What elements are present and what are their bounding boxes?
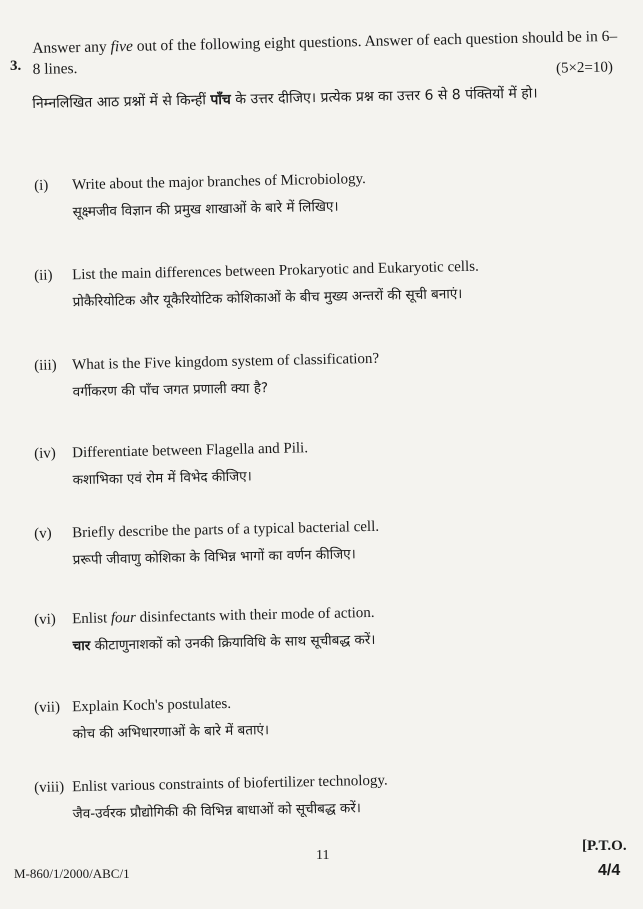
- question-text-hi: वर्गीकरण की पाँच जगत प्रणाली क्या है?: [72, 380, 269, 401]
- page-number: 11: [316, 848, 330, 863]
- question-number: 3.: [10, 58, 22, 74]
- question-text-en: Briefly describe the parts of a typical bacterial cell.: [71, 518, 380, 542]
- question-label: (v): [34, 525, 52, 542]
- question-text-hi: सूक्ष्मजीव विज्ञान की प्रमुख शाखाओं के बारे में लिखिए।: [72, 198, 339, 221]
- question-text-hi: जैव-उर्वरक प्रौद्योगिकी की विभिन्न बाधाओं को सूचीबद्ध करें।: [72, 800, 362, 823]
- question-text-en: Write about the major branches of Microbiology.: [71, 171, 367, 194]
- question-text-en: Enlist various constraints of biofertilizer technology.: [71, 772, 388, 796]
- question-text-en-2: disinfectants with their mode of action.: [135, 604, 375, 626]
- instruction-hi-bold: पाँच: [210, 91, 232, 109]
- question-text-hi-bold: चार: [72, 637, 91, 655]
- question-label: (vi): [34, 611, 57, 628]
- question-label: (iv): [34, 445, 57, 462]
- question-label: (viii): [34, 779, 65, 796]
- instruction-hindi: [32, 80, 622, 116]
- question-text-hi: कशाभिका एवं रोम में विभेद कीजिए।: [72, 468, 252, 489]
- question-label: (i): [34, 177, 49, 194]
- question-text-en-emphasis: four: [110, 609, 137, 627]
- question-item: [34, 256, 615, 311]
- question-text-en: What is the Five kingdom system of classification?: [71, 350, 380, 374]
- question-text-hi: कोच की अभिधारणाओं के बारे में बताएं।: [72, 722, 270, 743]
- instruction-hi-part-2: के उत्तर दीजिए। प्रत्येक प्रश्न का उत्तर 6 से 8 पंक्तियों में हो।: [230, 85, 538, 108]
- instruction-en-part: Answer any: [32, 38, 111, 57]
- question-item: [34, 600, 615, 655]
- question-text-en: List the main differences between Prokaryotic and Eukaryotic cells.: [71, 258, 479, 284]
- question-text-hi: प्ररूपी जीवाणु कोशिका के विभिन्न भागों का वर्णन कीजिए।: [72, 546, 356, 569]
- question-item: [34, 346, 615, 401]
- question-item: [34, 434, 615, 489]
- question-item: [34, 514, 615, 569]
- instruction-english: [32, 26, 623, 80]
- question-text-en: Enlist: [71, 610, 112, 628]
- question-item: [34, 166, 615, 221]
- question-label: (iii): [34, 357, 57, 374]
- instruction-en-part-2: out of the following eight questions. Answer of each question should be in 6–8 lines.: [32, 27, 618, 78]
- question-text-hi: प्रोकैरियोटिक और यूकैरियोटिक कोशिकाओं के बीच मुख्य अन्तरों की सूची बनाएं।: [72, 286, 463, 311]
- marks: (5×2=10): [555, 59, 614, 77]
- page-of-label: 4/4: [598, 862, 621, 879]
- question-item: [34, 768, 615, 823]
- pto-label: [P.T.O.: [582, 838, 627, 854]
- question-text-en: Differentiate between Flagella and Pili.: [71, 440, 309, 462]
- instruction-hi-part: निम्नलिखित आठ प्रश्नों में से किन्हीं: [32, 92, 211, 112]
- question-text-en: Explain Koch's postulates.: [71, 695, 232, 716]
- question-label: (ii): [34, 267, 53, 284]
- question-text-hi: कीटाणुनाशकों को उनकी क्रियाविधि के साथ सूचीबद्ध करें।: [90, 631, 376, 654]
- instruction-en-emphasis: five: [110, 37, 134, 56]
- question-item: [34, 688, 615, 743]
- paper-code: M-860/1/2000/ABC/1: [14, 866, 130, 881]
- question-label: (vii): [34, 699, 61, 716]
